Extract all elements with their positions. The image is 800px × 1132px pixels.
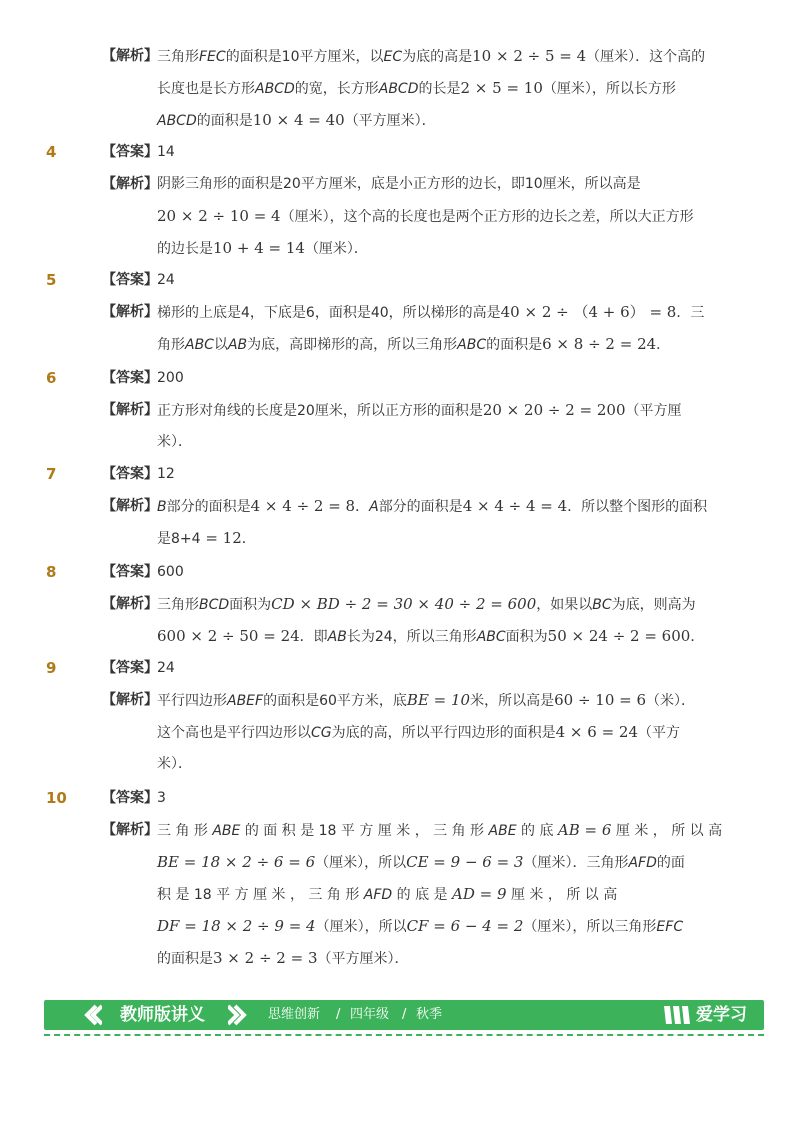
label: ABEF (227, 693, 264, 709)
footer-crumb-2: 四年级 (350, 1007, 390, 1022)
math: BE = 10 (406, 691, 471, 709)
label: ABC (185, 337, 214, 353)
text: ．所以整个图形的面积 (567, 499, 708, 515)
text: （厘米），这个高的长度也是两个正方形的边长之差，所以大正方形 (280, 209, 694, 225)
analysis-tag: 【解析】 (102, 498, 158, 514)
text: 米）． (157, 434, 192, 450)
answer-value: 24 (157, 272, 175, 288)
text: 部分的面积是 (378, 499, 463, 515)
math: 20 × 2 ÷ 10 = 4 (157, 207, 281, 225)
footer-divider (44, 1034, 764, 1036)
text: （厘米）．三角形 (523, 855, 629, 871)
math: = 12 (200, 529, 242, 547)
label: ABC (476, 629, 506, 645)
text: 三 角 形 (157, 823, 213, 839)
label: FEC (199, 49, 226, 65)
question-number: 4 (46, 143, 57, 161)
text: （厘米）． (304, 241, 368, 257)
question-number: 6 (46, 369, 57, 387)
footer-sep-1: / (336, 1007, 341, 1022)
math: 10 × 4 = 40 (252, 111, 345, 129)
text: 以 (213, 337, 228, 353)
text: ． (690, 629, 705, 645)
text: 为底的高是 (402, 49, 473, 65)
analysis-tag: 【解析】 (102, 176, 158, 192)
text: 的宽，长方形 (294, 81, 379, 97)
answer-value: 24 (157, 660, 175, 676)
answer-value: 14 (157, 144, 175, 160)
question-number: 8 (46, 563, 57, 581)
text: 的面积是60平方米，底 (263, 693, 407, 709)
answer-tag: 【答案】 (102, 790, 158, 806)
math: 3 × 2 ÷ 2 = 3 (213, 949, 318, 967)
text: （平方 (638, 725, 681, 741)
text: （厘米），所以 (315, 855, 407, 871)
text: 的面积是 (196, 113, 253, 129)
text: 的面积是 (486, 337, 543, 353)
label: CG (311, 725, 332, 741)
footer-crumb-3: 秋季 (416, 1007, 443, 1022)
footer-crumb-1: 思维创新 (268, 1007, 321, 1022)
answer-tag: 【答案】 (102, 660, 158, 676)
text: 三角形 (157, 597, 199, 613)
answer-tag: 【答案】 (102, 370, 158, 386)
text: 的长是 (418, 81, 461, 97)
text: （平方厘米）． (344, 113, 436, 129)
label: A (369, 499, 379, 515)
answer-value: 200 (157, 370, 184, 386)
math: 40 × 2 ÷ （4 + 6） = 8 (500, 303, 677, 321)
text: 长度也是长方形 (157, 81, 255, 97)
math: 4 × 4 ÷ 4 = 4 (462, 497, 568, 515)
text: 积 是 18 平 方 厘 米 ， 三 角 形 (157, 887, 364, 903)
footer-banner (44, 1000, 764, 1030)
label: EFC (656, 919, 684, 935)
text: （平方厘米）． (317, 951, 409, 967)
math: BE = 18 × 2 ÷ 6 = 6 (157, 853, 316, 871)
text: 的边长是 (157, 241, 213, 257)
analysis-tag: 【解析】 (102, 692, 158, 708)
question-number: 9 (46, 659, 57, 677)
answer-tag: 【答案】 (102, 564, 158, 580)
question-number: 10 (46, 789, 67, 807)
text: 正方形对角线的长度是20厘米，所以正方形的面积是 (157, 403, 483, 419)
answer-tag: 【答案】 (102, 272, 158, 288)
text: 是8+4 (157, 531, 201, 547)
text: （厘米），所以长方形 (542, 81, 676, 97)
text: ． (656, 337, 671, 353)
text: 为底，则高为 (611, 597, 696, 613)
chevron-right-icon (228, 1004, 250, 1026)
analysis-tag: 【解析】 (102, 596, 158, 612)
text: （厘米），所以 (315, 919, 407, 935)
math: AB = 6 (557, 821, 612, 839)
label: ABE (488, 823, 517, 839)
text: （米）． (646, 693, 696, 709)
label: ABCD (157, 113, 197, 129)
label: AB (227, 337, 248, 353)
text: ，如果以 (536, 597, 593, 613)
math: 6 × 8 ÷ 2 = 24 (542, 335, 657, 353)
label: ABCD (255, 81, 295, 97)
text: 的面 (656, 855, 685, 871)
label: ABC (457, 337, 487, 353)
label: ABCD (378, 81, 419, 97)
label: B (157, 499, 167, 515)
brand-logo-icon (662, 1004, 692, 1026)
text: （厘米），所以三角形 (523, 919, 657, 935)
text: 角形 (157, 337, 185, 353)
footer-title: 教师版讲义 (120, 1005, 205, 1025)
text: 部分的面积是 (166, 499, 251, 515)
text: 面积为 (229, 597, 272, 613)
text: 三角形 (157, 49, 199, 65)
math: CD × BD ÷ 2 = 30 × 40 ÷ 2 = 600 (271, 595, 537, 613)
answer-value: 600 (157, 564, 184, 580)
text: 这个高也是平行四边形以 (157, 725, 311, 741)
footer-sep-2: / (402, 1007, 407, 1022)
analysis-tag: 【解析】 (102, 402, 158, 418)
text: 面积为 (505, 629, 548, 645)
text: 为底的高，所以平行四边形的面积是 (331, 725, 556, 741)
analysis-tag: 【解析】 (102, 822, 158, 838)
question-number: 5 (46, 271, 57, 289)
text: 的 面 积 是 18 平 方 厘 米 ， 三 角 形 (240, 823, 489, 839)
math: DF = 18 × 2 ÷ 9 = 4 (157, 917, 316, 935)
math: 4 × 4 ÷ 2 = 8 (250, 497, 356, 515)
text: （平方厘 (625, 403, 682, 419)
math: 60 ÷ 10 = 6 (554, 691, 647, 709)
brand-name: 爱学习 (696, 1005, 747, 1025)
math: 600 × 2 ÷ 50 = 24 (157, 627, 300, 645)
text: 的面积是 (157, 951, 213, 967)
math: 10 + 4 = 14 (213, 239, 305, 257)
answer-value: 3 (157, 790, 166, 806)
text: 平行四边形 (157, 693, 227, 709)
math: 4 × 6 = 24 (555, 723, 639, 741)
math: 20 × 20 ÷ 2 = 200 (482, 401, 626, 419)
text: 长为24，所以三角形 (346, 629, 477, 645)
label: AFD (363, 887, 393, 903)
answer-value: 12 (157, 466, 175, 482)
answer-tag: 【答案】 (102, 466, 158, 482)
math: 10 × 2 ÷ 5 = 4 (472, 47, 587, 65)
text: 厘 米 ， 所 以 高 (611, 823, 723, 839)
label: AB (327, 629, 347, 645)
math: AD = 9 (452, 885, 507, 903)
text: 米）． (157, 756, 192, 772)
text: ．三 (676, 305, 705, 321)
text: 梯形的上底是4，下底是6，面积是40，所以梯形的高是 (157, 305, 501, 321)
label: AFD (628, 855, 657, 871)
question-number: 7 (46, 465, 57, 483)
text: 为底，高即梯形的高，所以三角形 (247, 337, 458, 353)
math: CE = 9 − 6 = 3 (406, 853, 524, 871)
text: 的面积是10平方厘米，以 (225, 49, 384, 65)
label: ABE (212, 823, 241, 839)
text: 阴影三角形的面积是20平方厘米，底是小正方形的边长，即10厘米，所以高是 (157, 176, 641, 192)
text: ．即 (299, 629, 328, 645)
text: 的 底 是 (392, 887, 453, 903)
text: ． (241, 531, 256, 547)
text: 米，所以高是 (470, 693, 555, 709)
answer-tag: 【答案】 (102, 144, 158, 160)
math: 50 × 24 ÷ 2 = 600 (547, 627, 691, 645)
label: EC (383, 49, 403, 65)
text: （厘米）．这个高的 (586, 49, 706, 65)
math: 2 × 5 = 10 (460, 79, 543, 97)
chevron-left-icon (80, 1004, 102, 1026)
text: ． (355, 499, 370, 515)
analysis-tag: 【解析】 (102, 304, 158, 320)
math: CF = 6 − 4 = 2 (406, 917, 524, 935)
text: 的 底 (516, 823, 558, 839)
analysis-tag: 【解析】 (102, 48, 158, 64)
label: BC (592, 597, 612, 613)
label: BCD (199, 597, 230, 613)
text: 厘 米 ， 所 以 高 (506, 887, 618, 903)
